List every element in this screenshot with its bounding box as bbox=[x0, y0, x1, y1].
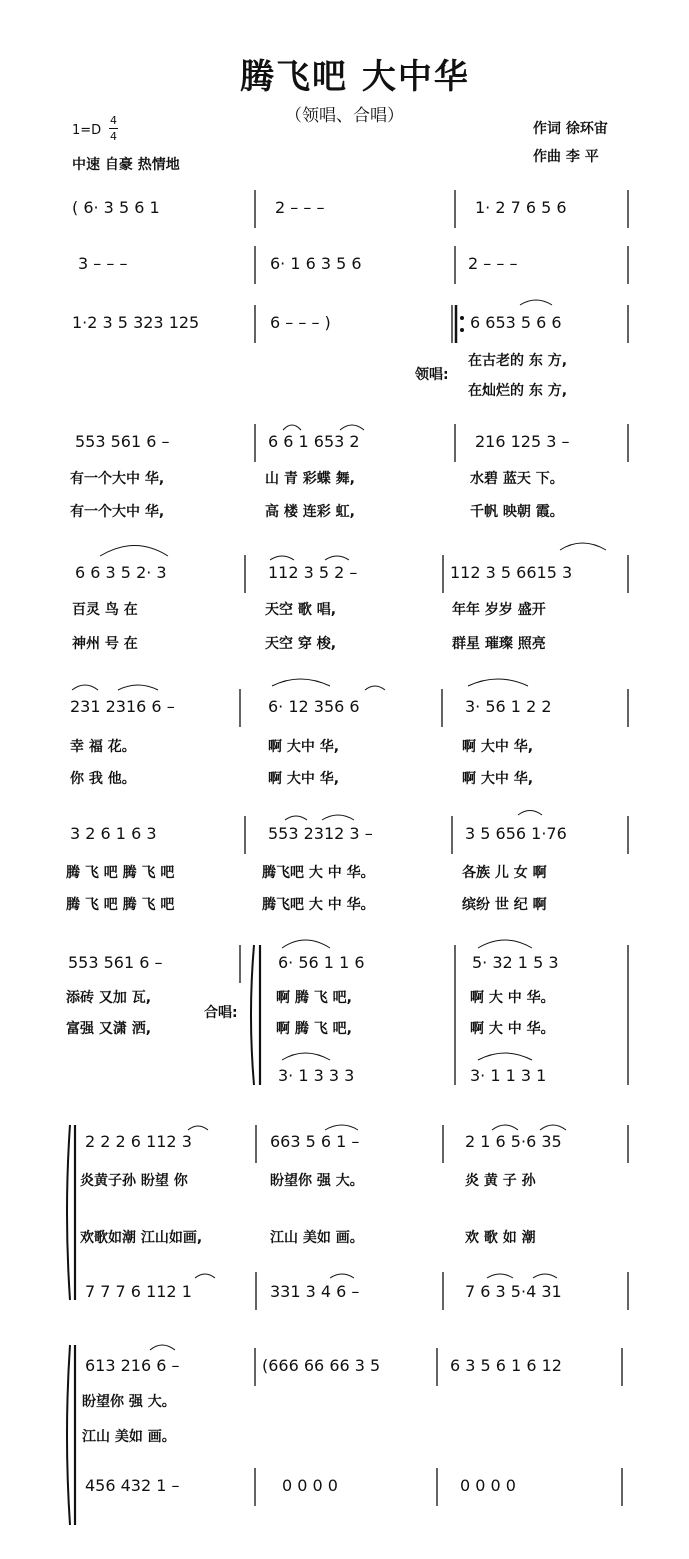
row-1-measure-3: 2 – – – bbox=[468, 254, 518, 273]
row-8-lyric-v2-m3: 欢 歌 如 潮 bbox=[465, 1230, 536, 1246]
slur bbox=[340, 425, 364, 430]
row-5-lyric-v2-m3: 啊 大中 华, bbox=[462, 771, 534, 787]
row-7-lyric-v1-m2: 啊 腾 飞 吧, bbox=[276, 990, 352, 1006]
row-9-lower-measure-3: 0 0 0 0 bbox=[460, 1476, 516, 1495]
slur bbox=[283, 425, 301, 430]
row-5-measure-3: 3· 56 1 2 2 bbox=[465, 697, 552, 716]
row-4-measure-3: 112 3 5 6615 3 bbox=[450, 563, 573, 582]
slur bbox=[270, 556, 294, 560]
row-6-lyric-v1-m2: 腾飞吧 大 中 华。 bbox=[262, 865, 375, 881]
row-9-lower-measure-1: 456 432 1 – bbox=[85, 1476, 180, 1495]
row-3-lyric-v1-m1: 有一个大中 华, bbox=[70, 471, 165, 487]
system-brace bbox=[67, 1125, 70, 1300]
row-8-lower-measure-2: 331 3 4 6 – bbox=[270, 1282, 360, 1301]
row-4-lyric-v1-m2: 天空 歌 唱, bbox=[265, 602, 337, 618]
slur bbox=[322, 815, 354, 820]
row-3-lyric-v2-m2: 高 楼 连彩 虹, bbox=[265, 504, 355, 520]
repeat-dot bbox=[460, 316, 464, 320]
slur bbox=[533, 1274, 557, 1278]
row-8-lyric-v2-m2: 江山 美如 画。 bbox=[270, 1230, 364, 1246]
lyricist-credit: 作词 徐环宙 bbox=[533, 121, 608, 137]
row-1-measure-1: 3 – – – bbox=[78, 254, 128, 273]
slur bbox=[325, 1125, 358, 1130]
lead-vocal-label: 领唱: bbox=[415, 367, 449, 383]
chorus-brace bbox=[251, 945, 254, 1085]
row-6-measure-2: 553 2312 3 – bbox=[268, 824, 373, 843]
row-0-measure-2: 2 – – – bbox=[275, 198, 325, 217]
row-8-lower-measure-1: 7 7 7 6 112 1 bbox=[85, 1282, 192, 1301]
slur bbox=[330, 1274, 354, 1278]
row-9-lyric-v1: 盼望你 强 大。 bbox=[82, 1394, 176, 1410]
row-3-lyric-v2-m1: 有一个大中 华, bbox=[70, 504, 165, 520]
system-brace bbox=[67, 1345, 70, 1525]
row-4-measure-1: 6 6 3 5 2· 3 bbox=[75, 563, 167, 582]
row-3-lyric-v1-m2: 山 青 彩蝶 舞, bbox=[265, 471, 355, 487]
row-9-measure-1: 613 216 6 – bbox=[85, 1356, 180, 1375]
slur bbox=[492, 1125, 518, 1130]
row-8-lyric-v2-m1: 欢歌如潮 江山如画, bbox=[80, 1230, 203, 1246]
row-8-lyric-v1-m1: 炎黄子孙 盼望 你 bbox=[80, 1173, 188, 1189]
row-7-lyric-v1-m1: 添砖 又加 瓦, bbox=[66, 990, 152, 1006]
slur bbox=[325, 556, 349, 560]
slur bbox=[487, 1274, 513, 1278]
slur bbox=[100, 546, 168, 557]
row-5-lyric-v2-m2: 啊 大中 华, bbox=[268, 771, 340, 787]
row-6-lyric-v1-m1: 腾 飞 吧 腾 飞 吧 bbox=[66, 865, 175, 881]
song-title: 腾飞吧 大中华 bbox=[240, 57, 470, 97]
row-7-lyric-v2-m3: 啊 大 中 华。 bbox=[470, 1021, 555, 1037]
row-6-measure-1: 3 2 6 1 6 3 bbox=[70, 824, 157, 843]
row-8-lyric-v1-m3: 炎 黄 子 孙 bbox=[465, 1173, 536, 1189]
tempo-marking: 中速 自豪 热情地 bbox=[72, 157, 180, 173]
row-7-measure-3: 5· 32 1 5 3 bbox=[472, 953, 559, 972]
slur bbox=[272, 679, 330, 686]
row-2-lyric-verse-1: 在古老的 东 方, bbox=[468, 353, 568, 369]
row-2-measure-3: 6 653 5 6 6 bbox=[470, 313, 562, 332]
row-7-lower-measure-2: 3· 1 1 3 1 bbox=[470, 1066, 547, 1085]
slur bbox=[118, 685, 158, 690]
row-9-lower-measure-2: 0 0 0 0 bbox=[282, 1476, 338, 1495]
row-3-measure-3: 216 125 3 – bbox=[475, 432, 570, 451]
row-6-lyric-v2-m2: 腾飞吧 大 中 华。 bbox=[262, 897, 375, 913]
row-7-lower-measure-1: 3· 1 3 3 3 bbox=[278, 1066, 355, 1085]
row-0-measure-3: 1· 2 7 6 5 6 bbox=[475, 198, 567, 217]
row-3-measure-2: 6 6 1 653 2 bbox=[268, 432, 360, 451]
slur bbox=[282, 940, 330, 948]
row-0-measure-1: ( 6· 3 5 6 1 bbox=[72, 198, 160, 217]
row-1-measure-2: 6· 1 6 3 5 6 bbox=[270, 254, 362, 273]
row-4-lyric-v1-m3: 年年 岁岁 盛开 bbox=[452, 602, 546, 618]
slur bbox=[150, 1345, 175, 1350]
composer-credit: 作曲 李 平 bbox=[533, 149, 599, 165]
row-5-measure-1: 231 2316 6 – bbox=[70, 697, 175, 716]
slur bbox=[478, 940, 532, 948]
row-3-lyric-v2-m3: 千帆 映朝 霞。 bbox=[470, 504, 564, 520]
row-2-lyric-verse-2: 在灿烂的 东 方, bbox=[468, 383, 568, 399]
key-signature: 1=D bbox=[72, 123, 102, 138]
row-9-measure-2: (666 66 66 3 5 bbox=[262, 1356, 381, 1375]
slur bbox=[282, 1053, 330, 1060]
row-4-measure-2: 112 3 5 2 – bbox=[268, 563, 358, 582]
row-6-lyric-v2-m1: 腾 飞 吧 腾 飞 吧 bbox=[66, 897, 175, 913]
row-8-lower-measure-3: 7 6 3 5·4 31 bbox=[465, 1282, 562, 1301]
row-4-lyric-v2-m1: 神州 号 在 bbox=[72, 636, 138, 652]
song-subtitle: （领唱、合唱） bbox=[285, 106, 404, 126]
row-7-lyric-v2-m2: 啊 腾 飞 吧, bbox=[276, 1021, 352, 1037]
slur bbox=[72, 685, 98, 690]
row-4-lyric-v1-m1: 百灵 鸟 在 bbox=[72, 602, 138, 618]
row-4-lyric-v2-m2: 天空 穿 梭, bbox=[265, 636, 337, 652]
row-8-lyric-v1-m2: 盼望你 强 大。 bbox=[270, 1173, 364, 1189]
row-7-lyric-v2-m1: 富强 又潇 洒, bbox=[66, 1021, 152, 1037]
row-3-lyric-v1-m3: 水碧 蓝天 下。 bbox=[470, 471, 564, 487]
row-9-lyric-v2: 江山 美如 画。 bbox=[82, 1429, 176, 1445]
slur bbox=[478, 1053, 532, 1060]
row-5-measure-2: 6· 12 356 6 bbox=[268, 697, 360, 716]
slur bbox=[540, 1125, 566, 1130]
chorus-label: 合唱: bbox=[204, 1005, 238, 1021]
row-3-measure-1: 553 561 6 – bbox=[75, 432, 170, 451]
row-4-lyric-v2-m3: 群星 璀璨 照亮 bbox=[452, 636, 546, 652]
slur bbox=[560, 543, 606, 550]
row-2-measure-1: 1·2 3 5 323 125 bbox=[72, 313, 200, 332]
row-5-lyric-v1-m2: 啊 大中 华, bbox=[268, 739, 340, 755]
slur bbox=[468, 679, 528, 686]
row-5-lyric-v1-m1: 幸 福 花。 bbox=[70, 739, 136, 755]
slur bbox=[195, 1274, 215, 1278]
row-8-measure-1: 2 2 2 6 112 3 bbox=[85, 1132, 192, 1151]
time-signature-top: 4 bbox=[110, 114, 117, 127]
row-7-lyric-v1-m3: 啊 大 中 华。 bbox=[470, 990, 555, 1006]
slur bbox=[365, 686, 385, 690]
row-8-measure-3: 2 1 6 5·6 35 bbox=[465, 1132, 562, 1151]
row-6-lyric-v1-m3: 各族 儿 女 啊 bbox=[462, 865, 547, 881]
slur bbox=[188, 1126, 208, 1130]
row-7-measure-2: 6· 56 1 1 6 bbox=[278, 953, 365, 972]
time-signature-bottom: 4 bbox=[110, 130, 117, 143]
row-6-measure-3: 3 5 656 1·76 bbox=[465, 824, 567, 843]
slur bbox=[518, 811, 542, 816]
row-2-measure-2: 6 – – – ) bbox=[270, 313, 331, 332]
slur bbox=[285, 816, 307, 820]
row-5-lyric-v2-m1: 你 我 他。 bbox=[70, 771, 136, 787]
repeat-dot bbox=[460, 328, 464, 332]
row-6-lyric-v2-m3: 缤纷 世 纪 啊 bbox=[462, 897, 547, 913]
row-9-measure-3: 6 3 5 6 1 6 12 bbox=[450, 1356, 562, 1375]
row-8-measure-2: 663 5 6 1 – bbox=[270, 1132, 360, 1151]
slur bbox=[520, 300, 552, 305]
row-5-lyric-v1-m3: 啊 大中 华, bbox=[462, 739, 534, 755]
row-7-measure-1: 553 561 6 – bbox=[68, 953, 163, 972]
